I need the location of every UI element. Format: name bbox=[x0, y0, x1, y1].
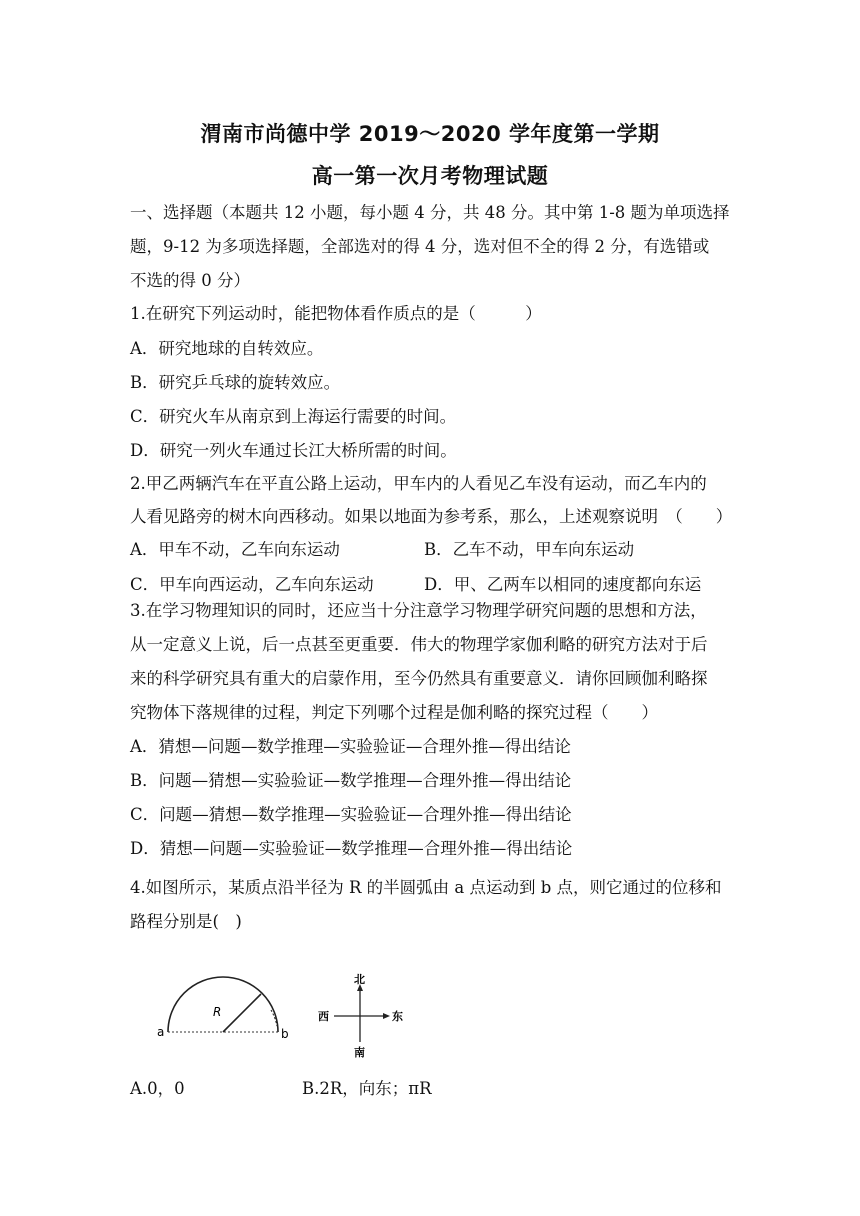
section-intro-line-3: 不选的得 0 分） bbox=[130, 271, 250, 290]
compass-figure bbox=[312, 972, 408, 1060]
q2-option-d: D．甲、乙两车以相同的速度都向东运 bbox=[424, 575, 702, 594]
q3-option-b: B．问题—猜想—实验验证—数学推理—合理外推—得出结论 bbox=[130, 771, 572, 790]
q2-stem-line-1: 2.甲乙两辆汽车在平直公路上运动，甲车内的人看见乙车没有运动，而乙车内的 bbox=[130, 474, 707, 493]
radius-line bbox=[223, 994, 261, 1032]
east-arrow-icon bbox=[383, 1013, 390, 1019]
compass-east-label: 东 bbox=[392, 1010, 403, 1023]
q1-option-c: C．研究火车从南京到上海运行需要的时间。 bbox=[130, 407, 457, 426]
q3-stem-line-2: 从一定意义上说，后一点甚至更重要．伟大的物理学家伽利略的研究方法对于后 bbox=[130, 635, 708, 654]
q3-stem-line-4: 究物体下落规律的过程，判定下列哪个过程是伽利略的探究过程（ ） bbox=[130, 703, 658, 722]
exam-title: 渭南市尚德中学 2019～2020 学年度第一学期 bbox=[200, 122, 660, 146]
q3-option-a: A．猜想—问题—数学推理—实验验证—合理外推—得出结论 bbox=[130, 737, 571, 756]
q1-option-b: B．研究乒乓球的旋转效应。 bbox=[130, 373, 341, 392]
q1-option-a: A．研究地球的自转效应。 bbox=[130, 339, 324, 358]
q2-option-a: A．甲车不动，乙车向东运动 bbox=[130, 540, 340, 559]
q3-option-d: D．猜想—问题—实验验证—数学推理—合理外推—得出结论 bbox=[130, 839, 573, 858]
semicircle-arc bbox=[168, 977, 278, 1032]
q4-stem-line-1: 4.如图所示，某质点沿半径为 R 的半圆弧由 a 点运动到 b 点，则它通过的位移和 bbox=[130, 878, 722, 897]
section-intro-line-2: 题，9-12 为多项选择题，全部选对的得 4 分，选对但不全的得 2 分，有选错或 bbox=[130, 237, 710, 256]
q4-stem-line-2: 路程分别是( ) bbox=[130, 912, 242, 931]
compass-north-label: 北 bbox=[354, 973, 365, 986]
q2-stem-line-2: 人看见路旁的树木向西移动。如果以地面为参考系，那么，上述观察说明 （ ） bbox=[130, 507, 733, 526]
q3-option-c: C．问题—猜想—数学推理—实验验证—合理外推—得出结论 bbox=[130, 805, 572, 824]
semicircle-figure bbox=[150, 968, 310, 1050]
q2-option-b: B．乙车不动，甲车向东运动 bbox=[424, 540, 635, 559]
q1-stem: 1.在研究下列运动时，能把物体看作质点的是（ ） bbox=[130, 304, 542, 323]
compass-south-label: 南 bbox=[354, 1046, 365, 1059]
q2-option-c: C．甲车向西运动，乙车向东运动 bbox=[130, 575, 374, 594]
q4-option-a: A.0，0 bbox=[130, 1079, 185, 1098]
point-b-label: b bbox=[281, 1027, 289, 1041]
q4-option-b: B.2R，向东；πR bbox=[302, 1079, 432, 1098]
exam-subtitle: 高一第一次月考物理试题 bbox=[311, 164, 549, 188]
compass-west-label: 西 bbox=[318, 1010, 329, 1023]
q3-stem-line-1: 3.在学习物理知识的同时，还应当十分注意学习物理学研究问题的思想和方法， bbox=[130, 601, 707, 620]
q1-option-d: D．研究一列火车通过长江大桥所需的时间。 bbox=[130, 441, 457, 460]
radius-r-label: R bbox=[213, 1005, 222, 1019]
q3-stem-line-3: 来的科学研究具有重大的启蒙作用，至今仍然具有重要意义．请你回顾伽利略探 bbox=[130, 669, 708, 688]
point-a-label: a bbox=[157, 1025, 165, 1039]
section-intro-line-1: 一、选择题（本题共 12 小题，每小题 4 分，共 48 分。其中第 1-8 题为单项选择 bbox=[130, 203, 730, 222]
